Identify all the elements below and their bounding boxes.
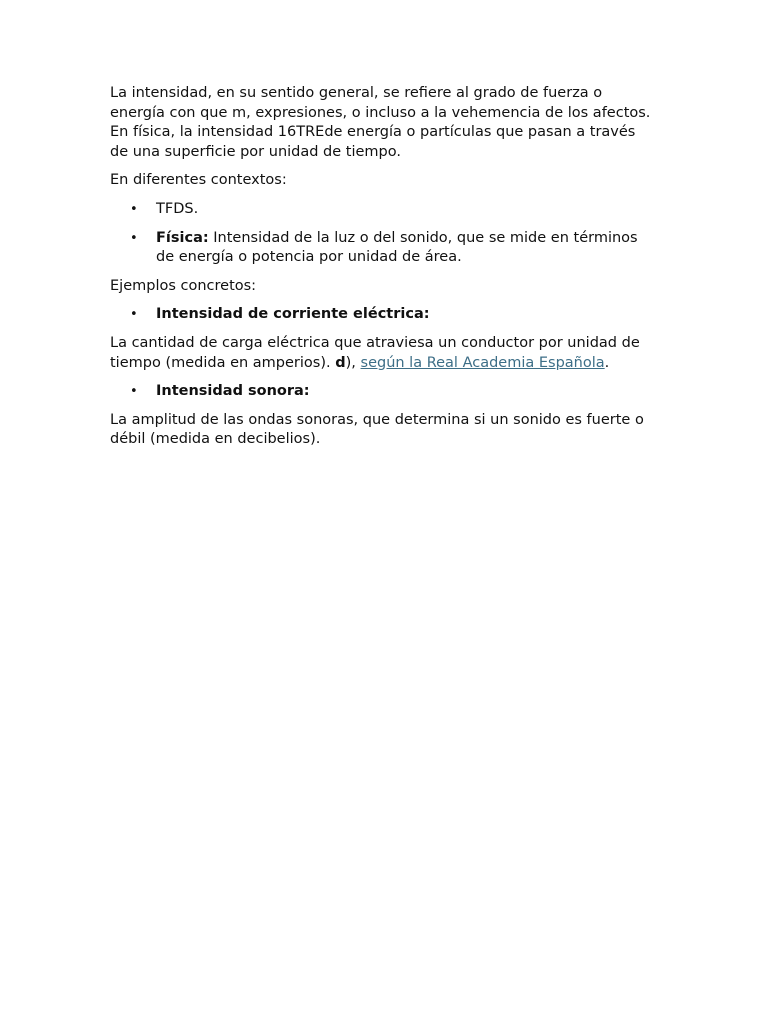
current-desc-end: .: [604, 354, 610, 371]
list-item-fisica: [110, 229, 655, 268]
examples-heading: Ejemplos concretos:: [110, 277, 257, 294]
bullet-icon: •: [130, 307, 138, 323]
contexts-list: [110, 200, 655, 268]
bullet-icon: •: [130, 384, 138, 400]
list-item-text: Intensidad de la luz o del sonido, que se mide en términos de energía o potencia por unidad de área.: [156, 229, 638, 266]
bullet-icon: •: [130, 230, 138, 246]
list-item-bold-label: Intensidad sonora:: [156, 383, 310, 400]
sound-description: La amplitud de las ondas sonoras, que determina si un sonido es fuerte o débil (medida en decibelios).: [110, 411, 644, 448]
intro-paragraph: La intensidad, en su sentido general, se refiere al grado de fuerza o energía con que m, expresiones, o incluso a la vehemencia de los afectos. En física, la intensidad 16TREde energía o partículas que pasan a través de una superficie por unidad de tiempo.: [110, 85, 651, 160]
list-item-current: [110, 305, 655, 325]
current-desc-mid: ),: [345, 354, 361, 371]
bullet-icon: •: [130, 201, 138, 217]
rae-link[interactable]: según la Real Academia Española: [360, 354, 605, 371]
list-item-bold-label: Intensidad de corriente eléctrica:: [156, 306, 430, 323]
contexts-heading: En diferentes contextos:: [110, 172, 287, 189]
document-page: [110, 84, 655, 459]
list-item-bold-label: Física:: [156, 229, 209, 246]
list-item-sound: [110, 382, 655, 402]
current-desc-text: La cantidad de carga eléctrica que atraviesa un conductor por unidad de tiempo (medida en amperios).: [110, 334, 640, 371]
examples-list-current: [110, 305, 655, 325]
list-item-tfds: [110, 200, 655, 220]
current-desc-bold: d: [335, 354, 346, 371]
current-description: [110, 334, 655, 373]
examples-list-sound: [110, 382, 655, 402]
list-item-text: TFDS.: [156, 200, 199, 217]
